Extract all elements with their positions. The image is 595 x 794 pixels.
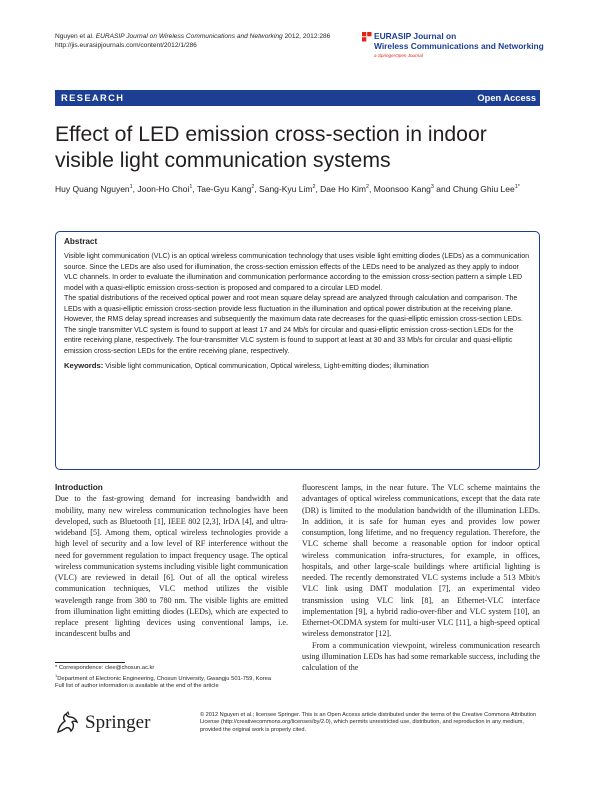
author-name: Tae-Gyu Kang — [196, 183, 252, 194]
article-type-label: RESEARCH — [61, 93, 125, 103]
affiliation-footnote — [55, 672, 295, 683]
right-column — [302, 482, 540, 674]
author-affiliation-mark: 2 — [366, 184, 369, 190]
journal-name-line2: Wireless Communications and Networking — [374, 41, 544, 51]
springer-wordmark: Springer — [85, 712, 151, 733]
author-affiliation-mark: 1* — [514, 184, 520, 190]
keywords — [64, 361, 531, 372]
author-name: Chung Ghiu Lee — [452, 183, 515, 194]
license-text: © 2012 Nguyen et al.; licensee Springer. This is an Open Access article distributed under the terms of the Creative Commons Attribution License (http://creativecommons.org/licenses/by/2.0), which permits unrestricted use, distribution, and reproduction in any medium, provided the original work is properly cited. — [200, 712, 537, 733]
abstract-paragraph-1: Visible light communication (VLC) is an optical wireless communication technology that uses visible light emitting diodes (LEDs) as a communication source. Since the LEDs are also used for illumination, the cross-section emission effects of the LEDs need to be analyzed as they apply to indoor VLC channels. In order to evaluate the illumination and communication performance according to the emission cross-section pattern a simple LED model with a quasi-elliptic emission cross-section is proposed and compared to a circular LED model. — [64, 252, 530, 292]
keywords-text: Visible light communication, Optical communication, Optical wireless, Light-emitting diodes; illumination — [105, 362, 429, 371]
footnotes — [55, 665, 295, 691]
author-name: Sang-Kyu Lim — [259, 183, 313, 194]
citation-suffix: 2012, 2012:286 — [282, 33, 331, 40]
intro-paragraph-right-2: From a communication viewpoint, wireless communication research using illumination LEDs has had some remarkable success, including the calculation of the — [302, 640, 540, 673]
springer-horse-icon — [55, 711, 81, 735]
author-name: Dae Ho Kim — [320, 183, 366, 194]
abstract-box — [55, 231, 540, 470]
journal-subtitle: a SpringerOpen Journal — [374, 53, 423, 58]
affiliation-mark: 1 — [55, 673, 58, 679]
eurasip-logo-icon — [362, 32, 372, 42]
article-type-bar — [55, 90, 540, 106]
author-affiliation-mark: 2 — [251, 184, 255, 190]
running-header — [55, 33, 330, 50]
citation-journal: EURASIP Journal on Wireless Communications and Networking — [95, 33, 283, 40]
abstract-heading: Abstract — [64, 237, 98, 246]
author-name: Huy Quang Nguyen — [55, 183, 130, 194]
open-access-label: Open Access — [477, 93, 536, 103]
keywords-label: Keywords: — [64, 361, 104, 371]
journal-name — [374, 31, 544, 51]
citation-prefix: Nguyen et al. — [55, 33, 96, 40]
author-affiliation-mark: 1 — [129, 184, 133, 190]
journal-name-line1: EURASIP Journal on — [374, 31, 457, 41]
abstract-paragraph-2: The spatial distributions of the received optical power and root mean square delay spread are analyzed through calculation and comparison. The LEDs with a quasi-elliptic emission cross-section provide less fluctuation in the illumination and optical power distribution at the receiving plane. However, the RMS delay spread increases and subsequently the maximum data rate decreases for the quasi-elliptic emission cross-section LEDs. The single transmitter VLC system is found to support at least 17 and 24 Mb/s for circular and quasi-elliptic emission cross-section LEDs for the entire receiving plane, respectively. The four-transmitter VLC system is found to support at least at 30 and 33 Mb/s for circular and quasi-elliptic emission cross-section LEDs for the entire receiving plane, respectively. — [64, 294, 523, 355]
author-affiliation-mark: 1 — [189, 184, 193, 190]
article-url[interactable]: http://jis.eurasipjournals.com/content/2012/1/286 — [55, 41, 197, 49]
author-list: Huy Quang Nguyen$^1$, Joon-Ho Choi$^1$, Tae-Gyu Kang$^2$, Sang-Kyu Lim$^2$, Dae Ho Kim$^2$, Moonsoo Kang$^3$ and Chung Ghiu Lee$^{1*}$ — [55, 183, 520, 194]
intro-paragraph-right-1: fluorescent lamps, in the near future. The VLC scheme maintains the advantages of optical wireless communications, except that the data rate (DR) is limited to the modulation bandwidth of the illumination LEDs. In addition, it is safe for human eyes and provides low power consumption, long lifetime, and no frequency regulation. Therefore, the VLC scheme shall become a reasonable option for indoor optical wireless communication infra-structures, for example, in offices, hospitals, and other large-scale buildings where artificial lighting is needed. The recently demonstrated VLC systems include a 513 Mbit/s VLC link using DMT modulation [7], an experimental video transmission using VLC link [8], an Ethernet-VLC interface implementation [9], a hybrid radio-over-fiber and VLC system [10], an Ethernet-OCDMA system for multi-user VLC [11], a high-speed optical wireless demonstrator [12]. — [302, 483, 540, 639]
author-affiliation-mark: 3 — [430, 184, 434, 190]
affiliation-text: Department of Electronic Engineering, Chosun University, Gwangju 501-759, Korea — [57, 676, 272, 683]
full-author-list-note: Full list of author information is available at the end of the article — [55, 683, 219, 690]
springer-logo — [55, 711, 175, 735]
author-name: Moonsoo Kang — [373, 183, 431, 194]
correspondence-footnote: * Correspondence: clee@chosun.ac.kr — [55, 665, 155, 671]
section-heading-introduction: Introduction — [55, 483, 103, 492]
author-affiliation-mark: 2 — [312, 184, 316, 190]
left-column — [55, 482, 288, 640]
footnote-rule — [55, 662, 125, 663]
intro-paragraph-left: Due to the fast-growing demand for increasing bandwidth and mobility, many new wireless communication technologies have been developed, such as Bluetooth [1], IEEE 802 [2,3], IrDA [4], and ultra-wideband [5]. Among them, optical wireless technologies provide a high level of security and a low level of RF interference without the need for government regulation to impact frequency usage. The optical wireless communication systems including visible light communication (VLC) are reviewed in detail [6]. Out of all the optical wireless communication techniques, VLC method utilizes the visible wavelength range from 380 to 780 nm. The visible lights are emitted from illumination light emitting diodes (LEDs), which are expected to replace present lighting devices using conventional lamps, i.e. incandescent bulbs and — [55, 494, 288, 639]
article-title: Effect of LED emission cross-section in indoor visible light communication systems — [55, 123, 487, 172]
author-name: Joon-Ho Choi — [137, 183, 190, 194]
